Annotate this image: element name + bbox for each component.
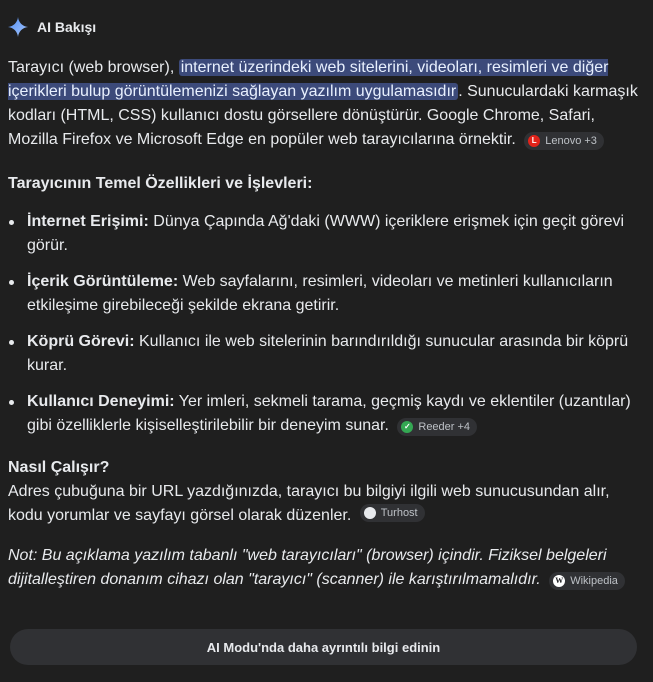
source-chip-label: Reeder +4 xyxy=(418,421,471,433)
lenovo-icon: L xyxy=(528,135,540,147)
ai-overview-header xyxy=(8,16,648,38)
list-item-text: Web sayfalarını, resimleri, videoları ve metinleri kullanıcıların etkileşime girebileceği şekilde ekrana getirir. xyxy=(27,273,613,314)
list-item xyxy=(8,390,648,438)
list-item-title: Kullanıcı Deneyimi: xyxy=(27,393,175,410)
how-text: Adres çubuğuna bir URL yazdığınızda, tarayıcı bu bilgiyi ilgili web sunucusundan alır, kodu yorumlar ve sayfayı görsel olarak düzenler. xyxy=(8,483,610,524)
ai-mode-more-button[interactable] xyxy=(10,629,637,665)
turhost-icon xyxy=(364,507,376,519)
note-text: Not: Bu açıklama yazılım tabanlı "web tarayıcıları" (browser) içindir. Fiziksel belgeleri dijitalleştiren donanım cihazı olan "tarayıcı" (scanner) ile karıştırılmamalıdır. xyxy=(8,547,607,588)
list-item-text: Kullanıcı ile web sitelerinin barındırıldığı sunucular arasında bir köprü kurar. xyxy=(27,333,629,374)
reeder-icon: ✓ xyxy=(401,421,413,433)
features-heading: Tarayıcının Temel Özellikleri ve İşlevleri: xyxy=(8,175,313,192)
ai-overview-title: AI Bakışı xyxy=(37,19,97,35)
intro-text-before: Tarayıcı (web browser), xyxy=(8,59,179,76)
how-paragraph xyxy=(8,480,648,528)
how-heading: Nasıl Çalışır? xyxy=(8,459,110,476)
list-item xyxy=(8,270,648,318)
source-chip-lenovo[interactable] xyxy=(524,132,604,150)
source-chip-reeder[interactable] xyxy=(397,418,477,436)
source-chip-label: Lenovo +3 xyxy=(545,135,597,147)
ai-overview-panel xyxy=(8,0,648,592)
source-chip-wikipedia[interactable] xyxy=(549,572,625,590)
intro-paragraph xyxy=(8,56,648,152)
list-item xyxy=(8,330,648,378)
list-item xyxy=(8,210,648,258)
features-list xyxy=(8,210,648,438)
sparkle-icon xyxy=(8,17,28,37)
list-item-text: Yer imleri, sekmeli tarama, geçmiş kaydı ve eklentiler (uzantılar) gibi özelliklerle kişiselleştirilebilir bir deneyim sunar. xyxy=(27,393,631,434)
list-item-text: Dünya Çapında Ağ'daki (WWW) içeriklere erişmek için geçit görevi görür. xyxy=(27,213,625,254)
note-paragraph xyxy=(8,544,648,592)
intro-text-after: . Sunuculardaki karmaşık kodları (HTML, CSS) kullanıcı dostu görsellere dönüştürür. Google Chrome, Safari, Mozilla Firefox ve Microsoft Edge en popüler web tarayıcılarına örnektir. xyxy=(8,83,638,148)
list-item-title: Köprü Görevi: xyxy=(27,333,135,350)
ai-mode-more-label: AI Modu'nda daha ayrıntılı bilgi edinin xyxy=(206,639,441,655)
source-chip-label: Turhost xyxy=(380,507,418,519)
wikipedia-icon: W xyxy=(555,576,564,585)
list-item-title: İçerik Görüntüleme: xyxy=(27,273,179,290)
intro-highlight: internet üzerindeki web sitelerini, videoları, resimleri ve diğer içerikleri bulup görüntülemenizi sağlayan yazılım uygulamasıdır xyxy=(8,59,609,100)
source-chip-turhost[interactable] xyxy=(360,504,425,522)
list-item-title: İnternet Erişimi: xyxy=(27,213,149,230)
source-chip-label: Wikipedia xyxy=(570,575,618,587)
